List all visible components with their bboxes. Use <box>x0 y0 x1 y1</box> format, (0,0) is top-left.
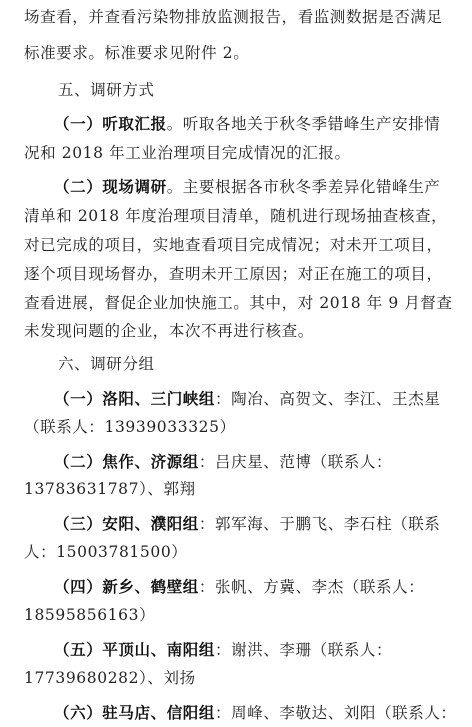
s5-item-2-text: 。主要根据各市秋冬季差异化错峰生产 <box>166 178 441 197</box>
s6-group-6-line-1 <box>54 703 462 723</box>
s6-group-3-text: ：郭军海、于鹏飞、李石柱（联系 <box>198 514 441 533</box>
s6-group-3-line-2: 人：15003781500） <box>24 543 188 562</box>
s5-item-2-label: （二）现场调研 <box>54 177 167 197</box>
s6-group-5-label: （五）平顶山、南阳组 <box>54 639 216 659</box>
s5-item-1-label: （一）听取汇报 <box>54 114 167 134</box>
s6-group-5-text: ：谢洪、李珊（联系人： <box>215 640 393 659</box>
s6-group-1-text: ：陶冶、高贺文、李江、王杰星 <box>215 389 441 408</box>
s6-group-2-text: ：吕庆星、范博（联系人： <box>198 452 393 471</box>
s6-group-4-label: （四）新乡、鹤壁组 <box>54 576 199 596</box>
s5-item-2-line-5: 查看进展，督促企业加快施工。其中，对 2018 年 9 月督查 <box>24 293 453 312</box>
s6-group-3-label: （三）安阳、濮阳组 <box>54 513 199 533</box>
s6-group-1-line-1 <box>54 389 462 409</box>
s6-group-4-line-2: 18595856163） <box>24 606 156 625</box>
s5-item-2-line-1 <box>54 177 462 197</box>
s5-item-2-line-3: 对已完成的项目，实地查看项目完成情况；对未开工项目， <box>24 235 443 254</box>
s5-item-2-line-2: 清单和 2018 年度治理项目清单，随机进行现场抽查核查， <box>24 207 448 226</box>
s6-group-1-line-2: （联系人：13939033325） <box>24 418 236 437</box>
s5-item-1-line-1 <box>54 114 462 134</box>
s6-group-4-text: ：张帆、方冀、李杰（联系人： <box>198 577 425 596</box>
section-5-heading: 五、调研方式 <box>58 80 155 99</box>
section-6-heading: 六、调研分组 <box>58 355 155 374</box>
intro-line-2: 标准要求。标准要求见附件 2。 <box>24 44 250 63</box>
s5-item-1-text: 。听取各地关于秋冬季错峰生产安排情 <box>166 115 441 134</box>
s5-item-1-line-2: 况和 2018 年工业治理项目完成情况的汇报。 <box>24 143 351 162</box>
s6-group-1-label: （一）洛阳、三门峡组 <box>54 388 216 408</box>
s5-item-2-line-4: 逐个项目现场督办，查明未开工原因；对正在施工的项目， <box>24 265 443 284</box>
s6-group-2-line-1 <box>54 452 462 472</box>
s6-group-6-label: （六）驻马店、信阳组 <box>54 703 216 722</box>
s5-item-2-line-6: 未发现问题的企业，本次不再进行核查。 <box>24 322 314 341</box>
s6-group-2-label: （二）焦作、济源组 <box>54 451 199 471</box>
s6-group-6-text: ：周峰、李敬达、刘阳（联系人： <box>215 704 457 722</box>
s6-group-4-line-1 <box>54 577 462 597</box>
s6-group-5-line-2: 17739680282）、刘扬 <box>24 669 196 688</box>
s6-group-5-line-1 <box>54 640 462 660</box>
s6-group-3-line-1 <box>54 514 462 534</box>
s6-group-2-line-2: 13783631787）、郭翔 <box>24 480 196 499</box>
intro-line-1: 场查看，并查看污染物排放监测报告，看监测数据是否满足 <box>24 8 443 26</box>
